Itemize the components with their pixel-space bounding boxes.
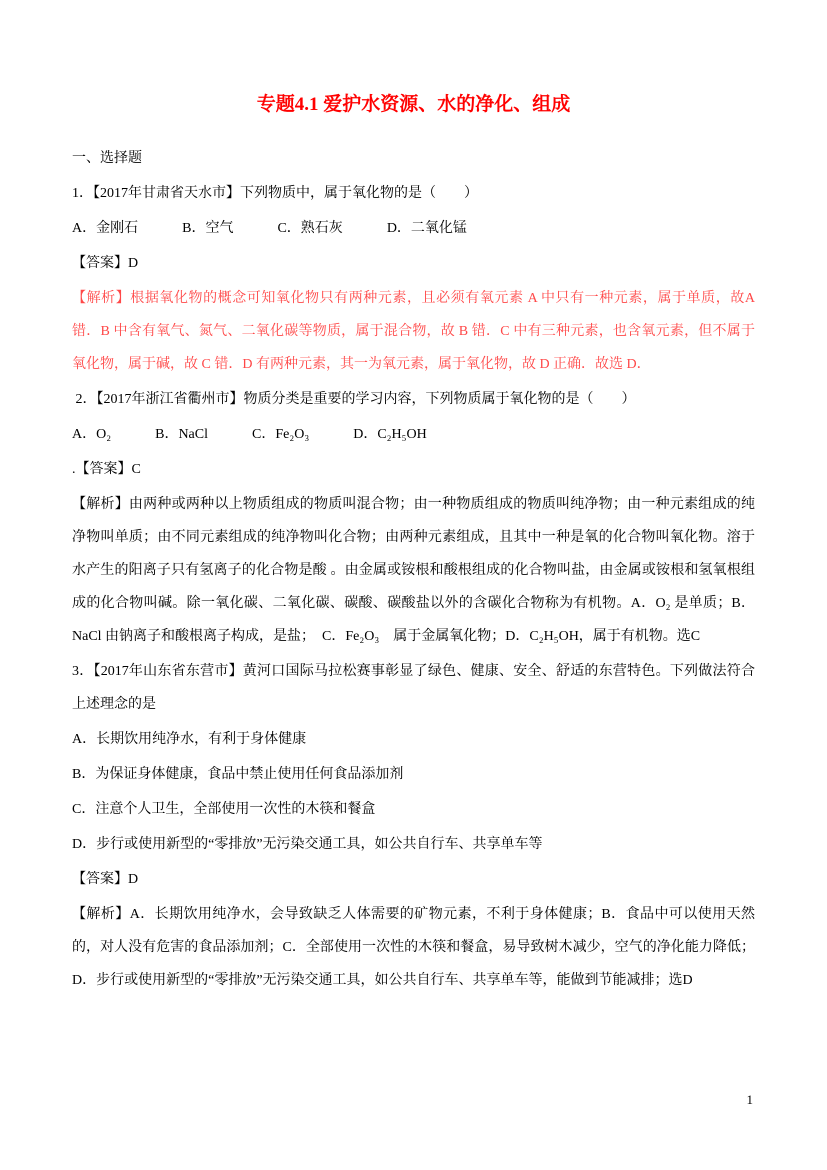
question-2-option-b: B．NaCl — [155, 427, 208, 442]
doc-title: 专题4.1 爱护水资源、水的净化、组成 — [256, 94, 571, 115]
question-1-option-d: D．二氧化锰 — [386, 221, 467, 236]
question-1-options — [72, 212, 755, 245]
page-number: 1 — [746, 1092, 753, 1107]
question-3-option-a: A．长期饮用纯净水，有利于身体健康 — [72, 732, 307, 747]
question-2-option-c: C．Fe₂O₃ — [252, 427, 310, 442]
question-1-option-b: B．空气 — [182, 221, 234, 236]
question-1-stem: 1．【2017年甘肃省天水市】下列物质中，属于氧化物的是（ ） — [72, 186, 478, 201]
question-3-option-d: D．步行或使用新型的“零排放”无污染交通工具，如公共自行车、共享单车等 — [72, 837, 543, 852]
question-2-stem: 2．【2017年浙江省衢州市】物质分类是重要的学习内容，下列物质属于氧化物的是（ ） — [72, 392, 636, 407]
section-heading: 一、选择题 — [72, 151, 142, 166]
question-3-stem: 3．【2017年山东省东营市】黄河口国际马拉松赛事彰显了绿色、健康、安全、舒适的东营特色。下列做法符合上述理念的是 — [72, 664, 755, 712]
question-3-option-b: B．为保证身体健康，食品中禁止使用任何食品添加剂 — [72, 767, 404, 782]
question-1-answer: 【答案】D — [72, 256, 139, 271]
question-3-answer: 【答案】D — [72, 872, 139, 887]
question-3-option-c: C．注意个人卫生，全部使用一次性的木筷和餐盒 — [72, 802, 376, 817]
question-3-analysis: 【解析】A．长期饮用纯净水，会导致缺乏人体需要的矿物元素，不利于身体健康；B．食品中可以使用天然的，对人没有危害的食品添加剂；C．全部使用一次性的木筷和餐盒，易导致树木减少，空气的净化能力降低；D．步行或使用新型的“零排放”无污染交通工具，如公共自行车、共享单车等，能做到节能减排；选D — [72, 907, 755, 988]
question-1-option-a: A．金刚石 — [72, 221, 139, 236]
question-2-answer: .【答案】C — [72, 462, 141, 477]
question-2-options — [72, 418, 755, 451]
question-2-option-a: A．O₂ — [72, 427, 112, 442]
question-2-analysis: 【解析】由两种或两种以上物质组成的物质叫混合物；由一种物质组成的物质叫纯净物；由一种元素组成的纯净物叫单质；由不同元素组成的纯净物叫化合物；由两种元素组成，且其中一种是氧的化合物叫氧化物。溶于水产生的阳离子只有氢离子的化合物是酸 。由金属或铵根和酸根组成的化合物叫盐，由金属或铵根和氢氧根组成的化合物叫碱。除一氧化碳、二氧化碳、碳酸、碳酸盐以外的含碳化合物称为有机物。A．O₂ 是单质；B．NaCl 由钠离子和酸根离子构成，是盐； C．Fe₂O₃ 属于金属氧化物；D．C₂H₅OH，属于有机物。选C — [72, 497, 755, 644]
question-2-option-d: D．C₂H₅OH — [353, 427, 427, 442]
question-1-option-c: C．熟石灰 — [277, 221, 343, 236]
question-1-analysis: 【解析】根据氧化物的概念可知氧化物只有两种元素，且必须有氧元素 A 中只有一种元素，属于单质，故A 错．B 中含有氧气、氮气、二氧化碳等物质，属于混合物，故 B 错．C 中有三种元素，也含氧元素，但不属于氧化物，属于碱，故 C 错．D 有两种元素，其一为氧元素，属于氧化物，故 D 正确．故选 D． — [72, 291, 759, 372]
